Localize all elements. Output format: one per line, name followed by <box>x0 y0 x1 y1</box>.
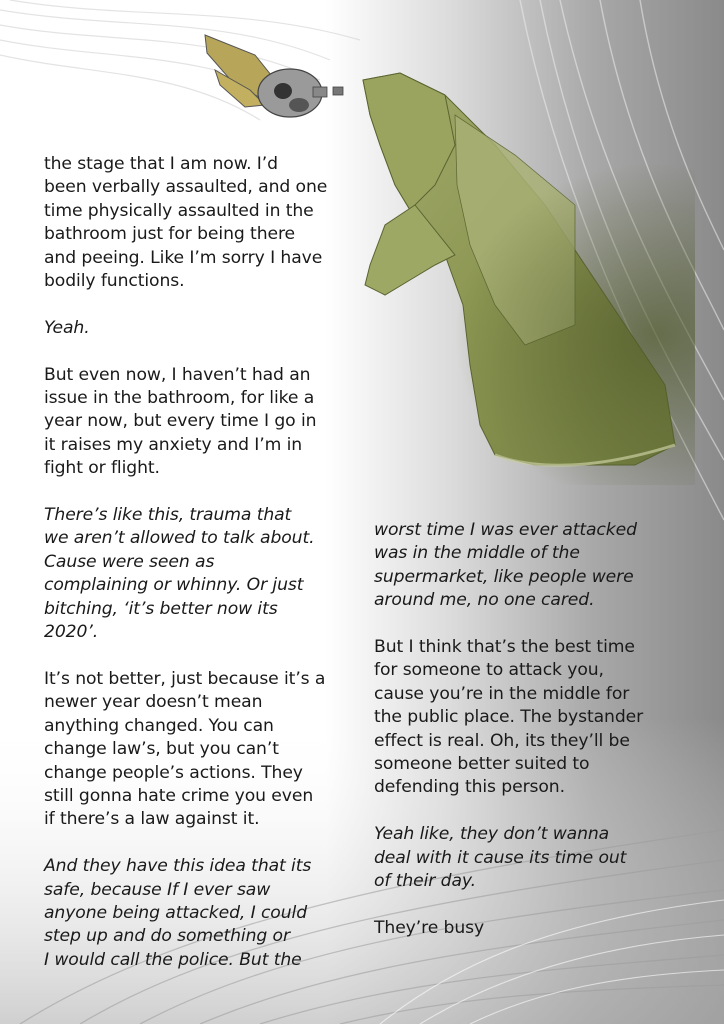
paragraph: the stage that I am now. I’d been verbally assaulted, and one time physically assaulted in the bathroom just for being there and peeing. Like I’m sorry I have bodily functions. <box>44 154 328 292</box>
green-drape <box>355 55 695 485</box>
paragraph: But I think that’s the best time for someone to attack you, cause you’re in the middle for the public place. The bystander effect is real. Oh, its they’ll be someone better suited to defending this person. <box>374 637 644 798</box>
paragraph: It’s not better, just because it’s a newer year doesn’t mean anything changed. You can change law’s, but you can’t change people’s actions. They still gonna hate crime you even if there’s a law against it. <box>44 668 326 830</box>
paragraph: But even now, I haven’t had an issue in the bathroom, for like a year now, but every time I go in it raises my anxiety and I’m in fight or flight. <box>44 364 317 479</box>
paragraph: There’s like this, trauma that we aren’t allowed to talk about. Cause were seen as complaining or whinny. Or just bitching, ‘it’s better now its 2020’. <box>44 505 315 643</box>
paragraph: They’re busy <box>374 917 485 938</box>
paragraph: Yeah like, they don’t wanna deal with it cause its time out of their day. <box>374 824 627 892</box>
left-column-text <box>44 153 374 972</box>
right-column-text <box>374 519 719 940</box>
paragraph: worst time I was ever attacked was in the middle of the supermarket, like people were around me, no one cared. <box>374 520 637 611</box>
skull-icon <box>205 35 343 117</box>
paragraph: Yeah. <box>44 317 90 338</box>
paragraph: And they have this idea that its safe, because If I ever saw anyone being attacked, I could step up and do something or I would call the police. But the <box>44 856 312 970</box>
